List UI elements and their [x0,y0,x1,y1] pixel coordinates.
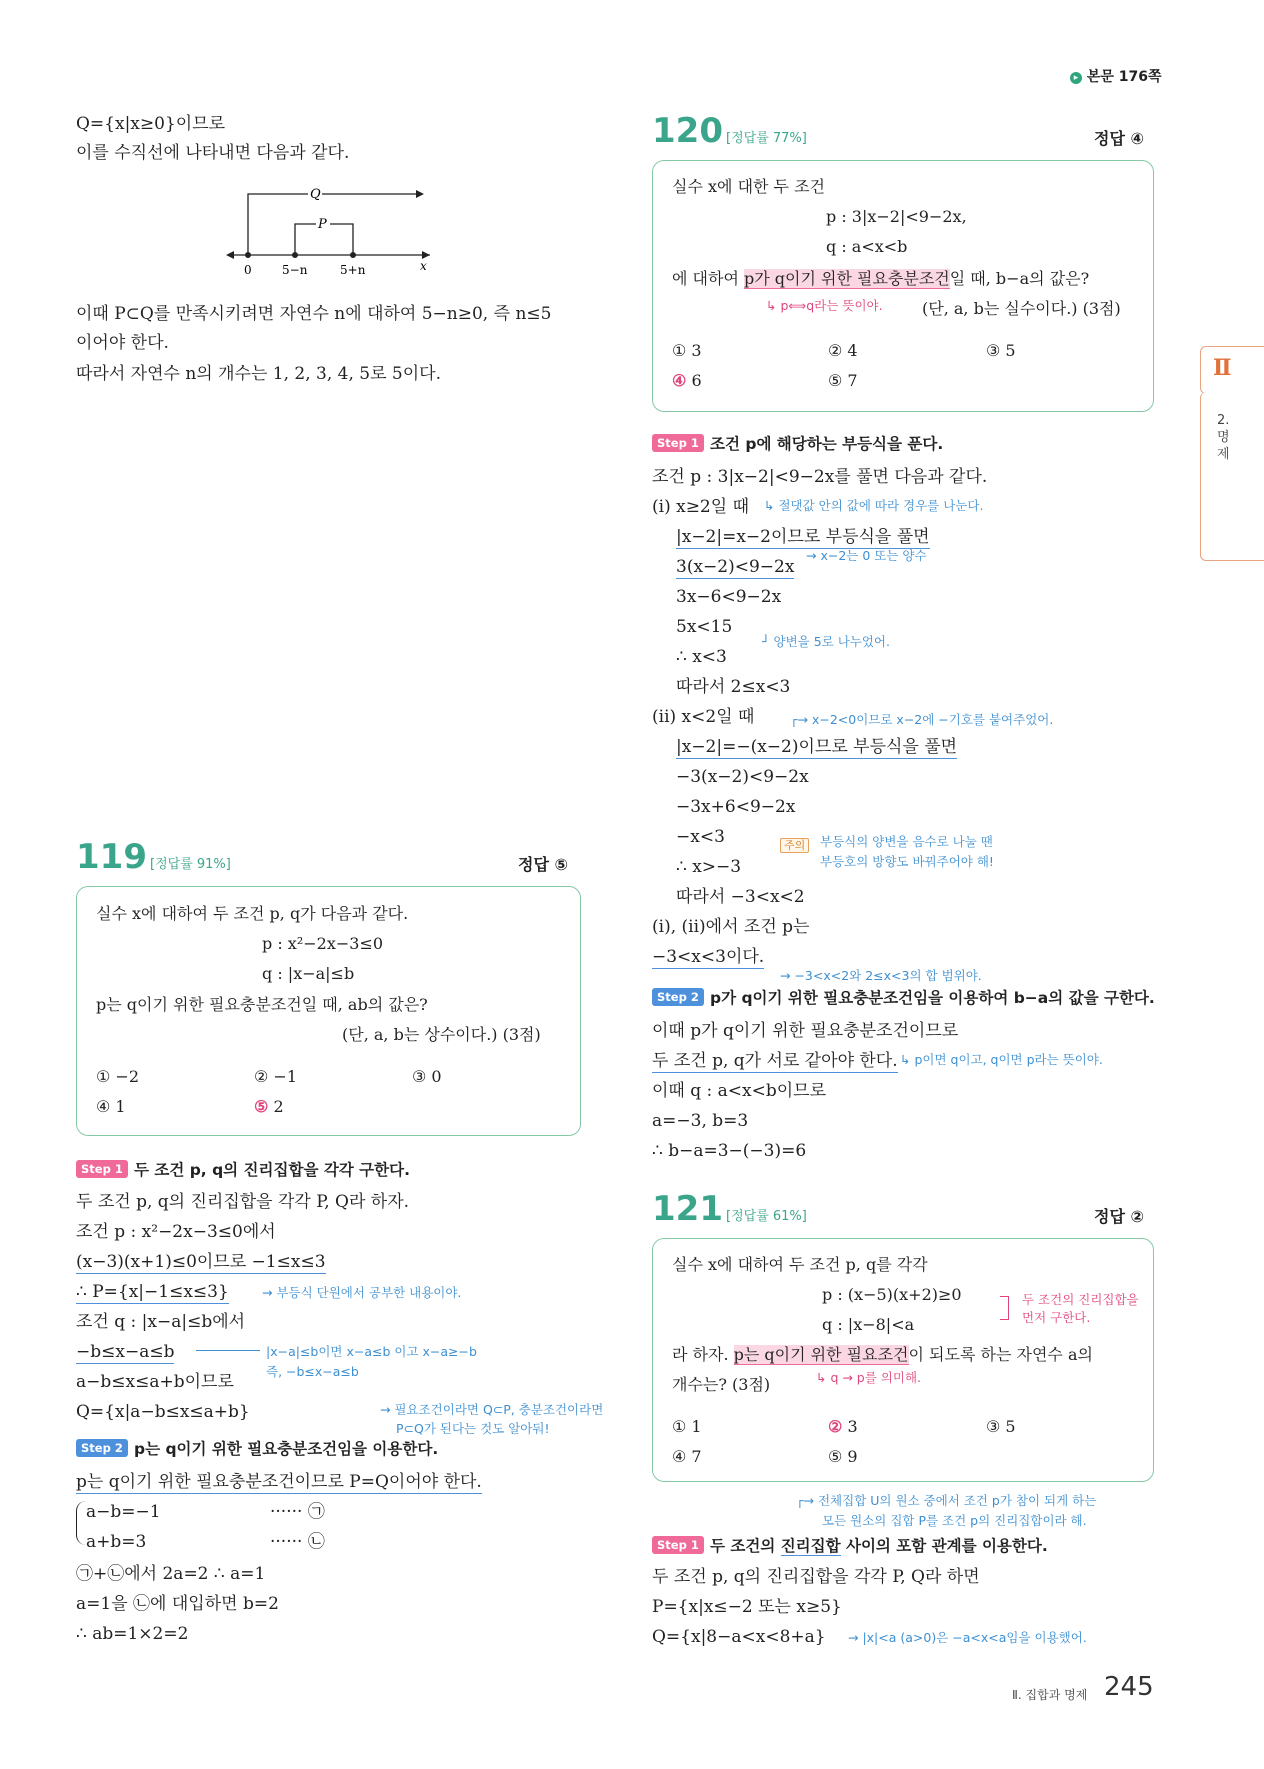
question-text: 실수 x에 대하여 두 조건 p, q가 다음과 같다. [96,904,409,923]
point-5-plus-n [350,252,356,258]
problem-number-121: 121 [652,1189,723,1229]
choice-4[interactable]: ④ 6 [672,371,702,390]
number-line-diagram [220,180,440,280]
text-line: 이를 수직선에 나타내면 다음과 같다. [76,143,350,163]
annotation: ┘ 양변을 5로 나누었어. [762,634,890,649]
point-5-minus-n [292,252,298,258]
annotation: → |x|<a (a>0)은 −a<x<a임을 이용했어. [848,1630,1087,1645]
choice-2[interactable]: ② 3 [828,1417,858,1436]
equation-marker: ······ ㉠ [270,1502,325,1522]
answer-label: 정답 ② [1094,1207,1145,1226]
page-number: 245 [1104,1672,1154,1702]
equation-marker: ······ ㉡ [270,1532,325,1552]
solution-line: ㉠+㉡에서 2a=2 ∴ a=1 [76,1564,266,1584]
annotation: 즉, −b≤x−a≤b [266,1364,359,1379]
annotation: ↳ q → p를 의미해. [816,1370,921,1385]
annotation: 먼저 구한다. [1022,1310,1091,1325]
solution-line: −x<3 [676,827,725,847]
solution-line: 3(x−2)<9−2x [676,557,795,577]
annotation: 부등식의 양변을 음수로 나눌 땐 [820,834,993,849]
correct-rate: [정답률 91%] [150,857,231,872]
choice-3[interactable]: ③ 5 [986,1417,1016,1436]
solution-line: 조건 p : 3|x−2|<9−2x를 풀면 다음과 같다. [652,467,988,487]
step-2-title: p가 q이기 위한 필요충분조건임을 이용하여 b−a의 값을 구한다. [710,989,1155,1007]
choice-1[interactable]: ① −2 [96,1067,140,1086]
step-2-badge: Step 2 [76,1439,128,1457]
problem-number-119: 119 [76,837,147,877]
annotation: ↳ p이면 q이고, q이면 p라는 뜻이야. [900,1052,1103,1067]
chapter-side-tab [1200,346,1264,394]
solution-line: 조건 q : |x−a|≤b에서 [76,1312,246,1332]
text-line: 따라서 자연수 n의 개수는 1, 2, 3, 4, 5로 5이다. [76,364,441,384]
solution-line: −3<x<3이다. [652,947,765,967]
step-1-title: 조건 p에 해당하는 부등식을 푼다. [710,435,944,453]
question-text: p는 q이기 위한 필요충분조건일 때, ab의 값은? [96,995,428,1014]
annotation: ┌→ 전체집합 U의 원소 중에서 조건 p가 참이 되게 하는 [796,1493,1097,1508]
question-text: 실수 x에 대하여 두 조건 p, q를 각각 [672,1255,928,1274]
equation-2: a+b=3 [86,1532,147,1552]
solution-line: (x−3)(x+1)≤0이므로 −1≤x≤3 [76,1252,326,1272]
check-mark-icon: ② [828,1417,843,1436]
answer-label: 정답 ⑤ [518,855,569,874]
solution-line: Q={x|8−a<x<8+a} [652,1627,826,1647]
annotation: P⊂Q가 된다는 것도 알아둬! [396,1421,550,1436]
question-note: (단, a, b는 상수이다.) (3점) [342,1025,541,1044]
equation-1: a−b=−1 [86,1502,161,1522]
solution-line: 따라서 −3<x<2 [676,887,805,907]
solution-line: ∴ P={x|−1≤x≤3} [76,1282,229,1302]
circle-arrow-icon: ▸ [1070,72,1082,84]
bracket [1000,1296,1009,1320]
condition-p: p : 3|x−2|<9−2x, [826,207,967,226]
step-1-badge: Step 1 [76,1160,128,1178]
tick-x: x [420,259,427,273]
solution-line: −3(x−2)<9−2x [676,767,809,787]
solution-line: p는 q이기 위한 필요충분조건이므로 P=Q이어야 한다. [76,1472,482,1492]
chapter-char-2: 제 [1217,447,1230,462]
annotation: 두 조건의 진리집합을 [1022,1292,1139,1307]
annotation: → 필요조건이라면 Q⊂P, 충분조건이라면 [380,1402,604,1417]
solution-line: (i) x≥2일 때 [652,497,750,517]
tick-0: 0 [244,263,252,277]
choice-2[interactable]: ② 4 [828,341,858,360]
solution-line: ∴ x<3 [676,647,727,667]
choice-4[interactable]: ④ 7 [672,1447,702,1466]
tick-5-minus-n: 5−n [282,263,308,277]
label-q: Q [310,187,321,202]
answer-label: 정답 ④ [1094,129,1145,148]
solution-line: 따라서 2≤x<3 [676,677,791,697]
choice-1[interactable]: ① 1 [672,1417,702,1436]
step-1-badge: Step 1 [652,1536,704,1554]
text-line: Q={x|x≥0}이므로 [76,114,226,134]
choice-1[interactable]: ① 3 [672,341,702,360]
caution-badge: 주의 [780,834,809,853]
check-mark-icon: ⑤ [254,1097,269,1116]
correct-rate: [정답률 77%] [726,131,807,146]
step-2-badge: Step 2 [652,988,704,1006]
label-p: P [318,217,327,232]
question-text: 개수는? (3점) [672,1375,771,1394]
solution-line: ∴ x>−3 [676,857,742,877]
condition-p: p : x²−2x−3≤0 [262,934,384,953]
chapter-char-1: 명 [1217,430,1230,445]
choice-4[interactable]: ④ 1 [96,1097,126,1116]
solution-line: 3x−6<9−2x [676,587,782,607]
solution-line: 두 조건 p, q가 서로 같아야 한다. [652,1051,898,1071]
annotation: 부등호의 방향도 바꿔주어야 해! [820,854,994,869]
arrow-line [196,1350,260,1351]
annotation: ↳ 절댓값 안의 값에 따라 경우를 나눈다. [764,498,984,513]
footer-chapter: Ⅱ. 집합과 명제 [1012,1688,1088,1702]
solution-line: a=−3, b=3 [652,1111,749,1131]
solution-line: a=1을 ㉡에 대입하면 b=2 [76,1594,279,1614]
condition-p: p : (x−5)(x+2)≥0 [822,1285,962,1304]
solution-line: P={x|x≤−2 또는 x≥5} [652,1597,842,1617]
solution-line: 두 조건 p, q의 진리집합을 각각 P, Q라 하면 [652,1567,980,1587]
solution-line: 5x<15 [676,617,733,637]
solution-line: 이때 q : a<x<b이므로 [652,1081,827,1101]
annotation: → x−2는 0 또는 양수 [806,548,927,563]
annotation: ↳ p⟺q라는 뜻이야. [766,298,883,313]
choice-5[interactable]: ⑤ 7 [828,371,858,390]
solution-line: 이때 p가 q이기 위한 필요충분조건이므로 [652,1021,959,1041]
condition-q: q : |x−8|<a [822,1315,915,1334]
question-text: 에 대하여 p가 q이기 위한 필요충분조건일 때, b−a의 값은? [672,269,1090,288]
question-note: (단, a, b는 실수이다.) (3점) [922,299,1121,318]
text-line: 이어야 한다. [76,333,169,353]
condition-q: q : |x−a|≤b [262,964,355,983]
annotation: → 부등식 단원에서 공부한 내용이야. [262,1285,462,1300]
correct-rate: [정답률 61%] [726,1209,807,1224]
chapter-side-tab-sub [1200,392,1264,561]
step-1-title: 두 조건의 진리집합 사이의 포함 관계를 이용한다. [710,1537,1048,1555]
step-2-title: p는 q이기 위한 필요충분조건임을 이용한다. [134,1440,439,1458]
question-text: 라 하자. p는 q이기 위한 필요조건이 되도록 하는 자연수 a의 [672,1345,1093,1364]
solution-line: Q={x|a−b≤x≤a+b} [76,1402,250,1422]
annotation: 모든 원소의 집합 P를 조건 p의 진리집합이라 해. [822,1513,1087,1528]
solution-line: (ii) x<2일 때 [652,707,755,727]
point-0 [245,252,251,258]
solution-line: −3x+6<9−2x [676,797,796,817]
solution-line: 조건 p : x²−2x−3≤0에서 [76,1222,276,1242]
choice-2[interactable]: ② −1 [254,1067,298,1086]
solution-line: ∴ ab=1×2=2 [76,1624,189,1644]
tick-5-plus-n: 5+n [340,263,366,277]
choice-5[interactable]: ⑤ 2 [254,1097,284,1116]
axis-arrow-icon [422,251,430,259]
annotation: |x−a|≤b이면 x−a≤b 이고 x−a≥−b [266,1344,477,1359]
chapter-roman: Ⅱ [1213,355,1232,381]
axis-arrow-left-icon [226,251,234,259]
solution-line: (i), (ii)에서 조건 p는 [652,917,810,937]
solution-line: ∴ b−a=3−(−3)=6 [652,1141,807,1161]
chapter-number: 2. [1217,413,1230,428]
check-mark-icon: ④ [672,371,687,390]
choice-3[interactable]: ③ 0 [412,1067,442,1086]
solution-line: |x−2|=−(x−2)이므로 부등식을 풀면 [676,737,958,757]
set-q-arrow-icon [416,190,424,198]
choice-3[interactable]: ③ 5 [986,341,1016,360]
choice-5[interactable]: ⑤ 9 [828,1447,858,1466]
text-line: 이때 P⊂Q를 만족시키려면 자연수 n에 대하여 5−n≥0, 즉 n≤5 [76,304,552,324]
solution-line: a−b≤x≤a+b이므로 [76,1372,234,1392]
solution-line: |x−2|=x−2이므로 부등식을 풀면 [676,527,930,547]
page-ref: ▸ 본문 176쪽 [1070,66,1162,86]
step-1-badge: Step 1 [652,434,704,452]
question-text: 실수 x에 대한 두 조건 [672,177,826,196]
solution-line: −b≤x−a≤b [76,1342,175,1362]
solution-line: 두 조건 p, q의 진리집합을 각각 P, Q라 하자. [76,1192,410,1212]
annotation: ┌→ x−2<0이므로 x−2에 −기호를 붙여주었어. [790,712,1054,727]
condition-q: q : a<x<b [826,237,908,256]
annotation: → −3<x<2와 2≤x<3의 합 범위야. [780,968,982,983]
step-1-title: 두 조건 p, q의 진리집합을 각각 구한다. [134,1161,410,1179]
problem-number-120: 120 [652,111,723,151]
